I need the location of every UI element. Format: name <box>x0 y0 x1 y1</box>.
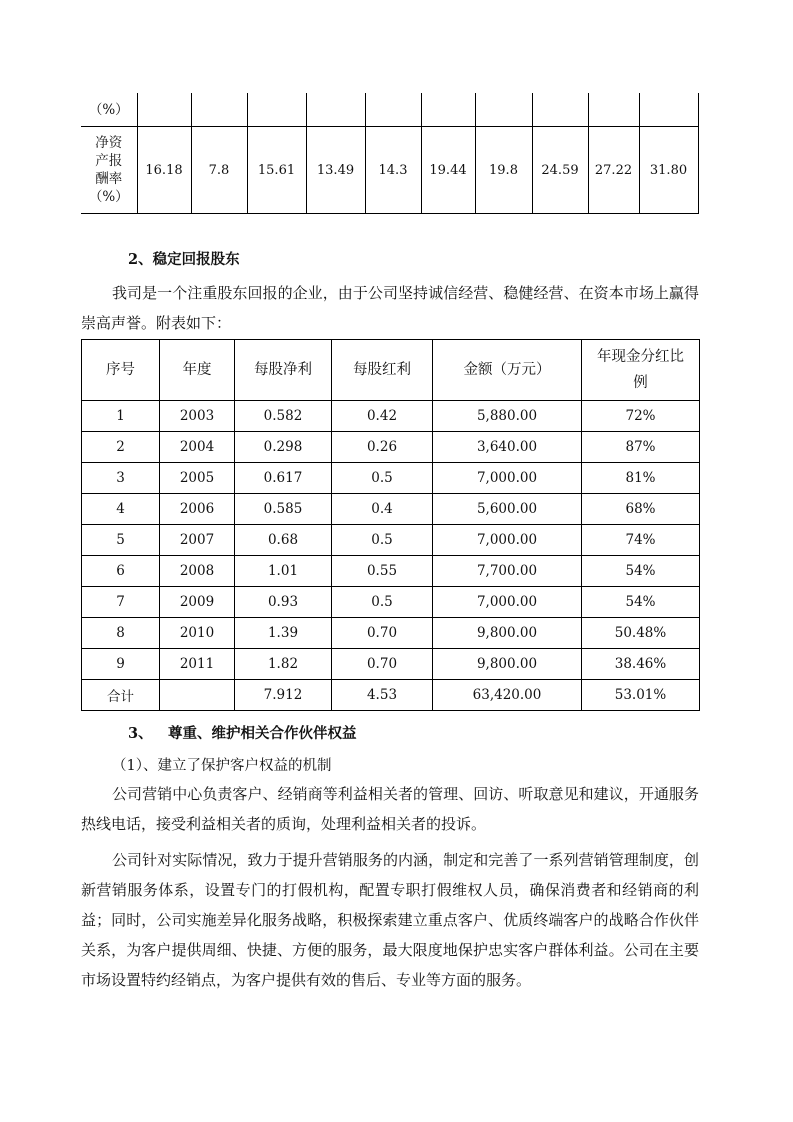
table-cell: 54% <box>582 587 700 618</box>
table-cell: 9,800.00 <box>433 618 582 649</box>
empty-cell <box>306 93 365 127</box>
table-cell: 7,000.00 <box>433 587 582 618</box>
table-cell: 9,800.00 <box>433 649 582 680</box>
table-cell: 2007 <box>160 525 235 556</box>
table-row <box>82 618 700 649</box>
table-cell: 5,600.00 <box>433 494 582 525</box>
column-header: 序号 <box>82 340 160 401</box>
table-row <box>82 587 700 618</box>
table-row <box>82 556 700 587</box>
table-cell: 87% <box>582 432 700 463</box>
table-cell: 5 <box>82 525 160 556</box>
table-cell: 50.48% <box>582 618 700 649</box>
table-cell: 0.5 <box>332 463 433 494</box>
paragraph: 公司针对实际情况，致力于提升营销服务的内涵，制定和完善了一系列营销管理制度，创新营销服务体系，设置专门的打假机构，配置专职打假维权人员，确保消费者和经销商的利益；同时，公司实施差异化服务战略，积极探索建立重点客户、优质终端客户的战略合作伙伴关系，为客户提供周细、快捷、方便的服务，最大限度地保护忠实客户群体利益。公司在主要市场设置特约经销点，为客户提供有效的售后、专业等方面的服务。 <box>81 851 699 989</box>
roe-value: 7.8 <box>191 127 247 214</box>
table-cell: 7,700.00 <box>433 556 582 587</box>
empty-cell <box>191 93 247 127</box>
table-cell: 3 <box>82 463 160 494</box>
empty-cell <box>639 93 698 127</box>
table-cell: 2008 <box>160 556 235 587</box>
table-cell: 0.5 <box>332 587 433 618</box>
column-header: 每股红利 <box>332 340 433 401</box>
table-cell: 2006 <box>160 494 235 525</box>
table-cell: 72% <box>582 401 700 432</box>
table-cell: 2003 <box>160 401 235 432</box>
table-cell: 1.01 <box>235 556 332 587</box>
table-cell: 63,420.00 <box>433 680 582 711</box>
column-header: 年度 <box>160 340 235 401</box>
table-cell: 0.68 <box>235 525 332 556</box>
section-heading <box>128 722 357 743</box>
table-cell: 6 <box>82 556 160 587</box>
table-cell: 0.55 <box>332 556 433 587</box>
roe-value: 15.61 <box>247 127 306 214</box>
table-cell: 0.70 <box>332 618 433 649</box>
table-cell: 2005 <box>160 463 235 494</box>
table-cell: 7,000.00 <box>433 463 582 494</box>
table-cell: 4 <box>82 494 160 525</box>
table-cell: 0.298 <box>235 432 332 463</box>
table-total-row <box>82 680 700 711</box>
table-cell: 2010 <box>160 618 235 649</box>
table-cell: 9 <box>82 649 160 680</box>
table-cell: 4.53 <box>332 680 433 711</box>
table-row <box>82 432 700 463</box>
table-cell: 3,640.00 <box>433 432 582 463</box>
paragraph: 我司是一个注重股东回报的企业，由于公司坚持诚信经营、稳健经营、在资本市场上赢得崇高声誉。附表如下： <box>81 284 699 332</box>
table-cell: 2011 <box>160 649 235 680</box>
table-cell: 1.39 <box>235 618 332 649</box>
table-cell: 7.912 <box>235 680 332 711</box>
roe-value: 13.49 <box>306 127 365 214</box>
empty-cell <box>588 93 639 127</box>
column-header: 年现金分红比例 <box>582 340 700 401</box>
table-cell: 2 <box>82 432 160 463</box>
table-cell: 7,000.00 <box>433 525 582 556</box>
dividend-table-body <box>82 401 700 711</box>
roe-value: 31.80 <box>639 127 698 214</box>
table-cell: 2009 <box>160 587 235 618</box>
table-row <box>81 93 698 127</box>
table-cell: 0.5 <box>332 525 433 556</box>
table-header-row <box>82 340 700 401</box>
empty-cell <box>137 93 191 127</box>
table-cell: 0.4 <box>332 494 433 525</box>
financial-ratio-table <box>81 93 699 214</box>
paragraph: 公司营销中心负责客户、经销商等利益相关者的管理、回访、听取意见和建议，开通服务热线电话，接受利益相关者的质询，处理利益相关者的投诉。 <box>81 785 699 833</box>
subheading: （1）、建立了保护客户权益的机制 <box>112 758 332 774</box>
roe-value: 16.18 <box>137 127 191 214</box>
table-cell: 81% <box>582 463 700 494</box>
table-row <box>82 649 700 680</box>
table-cell: 2004 <box>160 432 235 463</box>
empty-cell <box>365 93 421 127</box>
roe-value: 14.3 <box>365 127 421 214</box>
table-cell: 1.82 <box>235 649 332 680</box>
column-header: 金额（万元） <box>433 340 582 401</box>
table-cell: 0.582 <box>235 401 332 432</box>
roe-value: 19.44 <box>421 127 475 214</box>
column-header: 每股净利 <box>235 340 332 401</box>
empty-cell <box>475 93 532 127</box>
table-cell: 7 <box>82 587 160 618</box>
roe-value: 19.8 <box>475 127 532 214</box>
table-row <box>82 401 700 432</box>
table-cell: 38.46% <box>582 649 700 680</box>
table-row <box>82 525 700 556</box>
table-row <box>81 127 698 214</box>
table-cell: 1 <box>82 401 160 432</box>
section-number: 3、 <box>128 725 153 742</box>
roe-value: 24.59 <box>532 127 588 214</box>
section-heading: 2、稳定回报股东 <box>128 251 240 268</box>
table-cell: 合计 <box>82 680 160 711</box>
table-cell: 8 <box>82 618 160 649</box>
row-label-roe: 净资 产报 酬率 （%） <box>81 127 137 214</box>
table-cell: 54% <box>582 556 700 587</box>
table-row <box>82 494 700 525</box>
table-cell: 0.26 <box>332 432 433 463</box>
table-row <box>82 463 700 494</box>
empty-cell <box>421 93 475 127</box>
empty-cell <box>247 93 306 127</box>
table-cell: 0.42 <box>332 401 433 432</box>
table-cell: 0.93 <box>235 587 332 618</box>
section-title: 尊重、维护相关合作伙伴权益 <box>168 725 357 742</box>
table-cell: 53.01% <box>582 680 700 711</box>
table-cell <box>160 680 235 711</box>
table-cell: 0.70 <box>332 649 433 680</box>
table-cell: 68% <box>582 494 700 525</box>
table-cell: 74% <box>582 525 700 556</box>
table-cell: 0.617 <box>235 463 332 494</box>
table-cell: 5,880.00 <box>433 401 582 432</box>
dividend-table <box>81 339 700 711</box>
table-cell: 0.585 <box>235 494 332 525</box>
roe-value: 27.22 <box>588 127 639 214</box>
empty-cell <box>532 93 588 127</box>
row-label-percent: （%） <box>81 93 137 127</box>
